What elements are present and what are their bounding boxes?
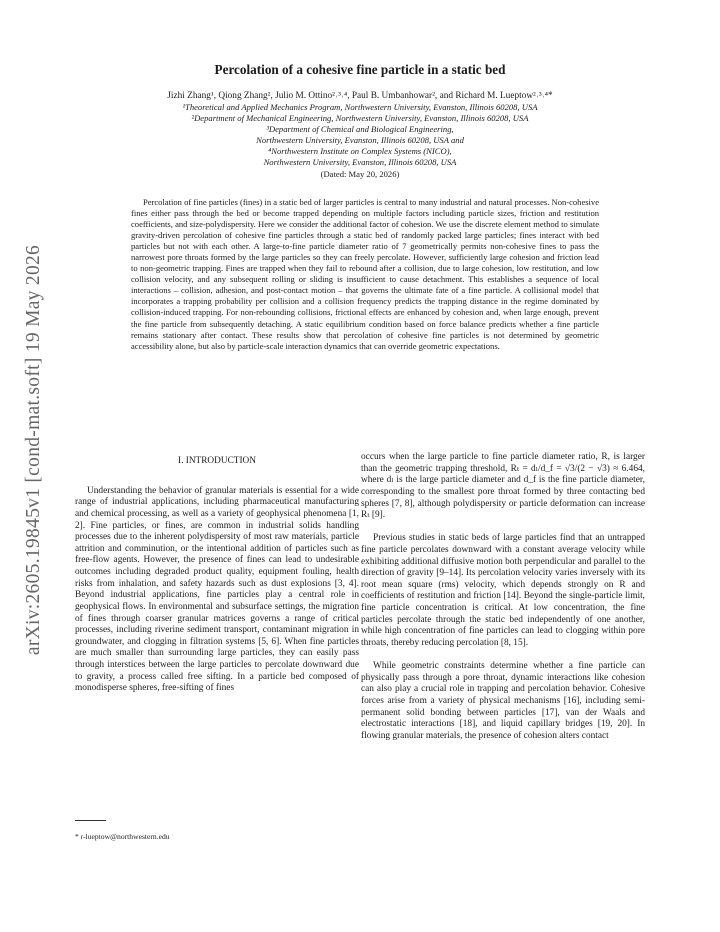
- paper-title: Percolation of a cohesive fine particle in a static bed: [214, 62, 506, 77]
- body-paragraph: Understanding the behavior of granular materials is essential for a wide range of industrial applications, including pharmaceutical manufacturing and chemical processing, as well as a variety of geophysical phenomena [1, 2]. Fine particles, or fines, are common in industrial solids handling processes due to the inherent polydispersity of most raw materials, particle attrition and comminution, or the intentional addition of particles such as free-flow agents. However, the presence of fines can lead to undesirable outcomes including degraded product quality, equipment fouling, health risks from inhalation, and safety hazards such as dust explosions [3, 4]. Beyond industrial applications, fine particles play a central role in geophysical flows. In environmental and subsurface settings, the migration of fines through coarser granular matrices governs a range of critical processes, including riverine sediment transport, contaminant migration in groundwater, and clogging in filtration systems [5, 6]. When fine particles are much smaller than surrounding large particles, they can easily pass through interstices between the large particles to percolate downward due to gravity, a process called free sifting. In a particle bed composed of monodisperse spheres, free-sifting of fines: [75, 485, 359, 694]
- arxiv-sidebar-stamp: [14, 160, 54, 740]
- affiliation-line: ²Department of Mechanical Engineering, Northwestern University, Evanston, Illinois 60208, USA: [191, 113, 529, 124]
- body-paragraph: occurs when the large particle to fine particle diameter ratio, R, is larger than the geometric trapping threshold, Rₜ = dₗ/d_f = √3/(2 − √3) ≈ 6.464, where dₗ is the large particle diameter and d_f is the fine particle diameter, corresponding to the smallest pore throat formed by three contacting bed spheres [7, 8], although polydispersity or particle deformation can increase Rₜ [9].: [361, 452, 645, 521]
- affiliation-line: Northwestern University, Evanston, Illinois 60208, USA: [263, 157, 457, 168]
- footnote-rule: [75, 820, 106, 821]
- body-paragraph: Previous studies in static beds of large particles find that an untrapped fine particle percolates downward with a constant average velocity while exhibiting additional diffusive motion both perpendicular and parallel to the direction of gravity [9–14]. Its percolation velocity varies inversely with its root mean square (rms) velocity, which depends strongly on R and coefficients of restitution and friction [14]. Beyond the single-particle limit, fine particle concentration is critical. At low concentration, the fine particles percolate through the static bed independently of one another, while high concentration of fine particles can lead to clogging within pore throats, thereby reducing percolation [8, 15].: [361, 533, 645, 648]
- affiliation-line: Northwestern University, Evanston, Illinois 60208, USA and: [256, 135, 464, 146]
- date-line: (Dated: May 20, 2026): [320, 168, 400, 179]
- body-paragraph: While geometric constraints determine whether a fine particle can physically pass through a pore throat, dynamic interactions like cohesion can also play a crucial role in trapping and percolation behavior. Cohesive forces arise from a variety of physical mechanisms [16], including semi-permanent solid bonding between particles [17], van der Waals and electrostatic interactions [18], and liquid capillary bridges [19, 20]. In flowing granular materials, the presence of cohesion alters contact: [361, 661, 645, 741]
- arxiv-identifier: arXiv:2605.19845v1 [cond-mat.soft] 19 May 2026: [23, 244, 44, 656]
- left-column: [75, 452, 359, 695]
- abstract: Percolation of fine particles (fines) in a static bed of larger particles is central to many industrial and natural processes. Non-cohesive fines either pass through the bed or become trapped depending on multiple factors including particle sizes, friction and restitution coefficients, and size-polydispersity. Here we consider the additional factor of cohesion. We use the discrete element method to simulate gravity-driven percolation of cohesive fine particles through a static bed of randomly packed large particles; fines interact with bed particles but not with each other. A large-to-fine particle diameter ratio of 7 geometrically permits non-cohesive fines to pass the narrowest pore throats formed by the large particles so they can freely percolate. However, sufficiently large cohesion and friction lead to non-geometric trapping. Fines are trapped when they fail to rebound after a collision, due to large cohesion, low restitution, and low collision velocity, and any subsequent rolling or sliding is insufficient to cause detachment. This establishes a sequence of local interactions – collision, adhesion, and post-contact motion – that governs the ultimate fate of a fine particle. A collisional model that incorporates a trapping probability per collision and a collision frequency predicts the trapping distance in the regime dominated by collision-induced trapping. For non-rebounding collisions, frictional effects are enhanced by cohesion and, when large enough, prevent the fine particle from subsequently detaching. A static equilibrium condition based on force balance predicts whether a fine particle remains stationary after contact. These results show that percolation of cohesive fine particles is not determined by geometric accessibility alone, but also by particle-scale interaction dynamics that can override geometric expectations.: [131, 197, 599, 351]
- section-heading: I. INTRODUCTION: [178, 456, 256, 466]
- author-list: Jizhi Zhang¹, Qiong Zhang², Julio M. Ottino²˒³˒⁴, Paul B. Umbanhowar², and Richard M. Lueptow²˒³˒⁴*: [167, 91, 553, 101]
- affiliations: [0, 102, 720, 180]
- affiliation-line: ¹Theoretical and Applied Mechanics Program, Northwestern University, Evanston, Illinois 60208, USA: [182, 102, 538, 112]
- footnote-email: * r-lueptow@northwestern.edu: [75, 832, 170, 841]
- right-column: [361, 452, 645, 743]
- affiliation-line: ³Department of Chemical and Biological Engineering,: [266, 124, 454, 135]
- affiliation-line: ⁴Northwestern Institute on Complex Systems (NICO),: [268, 146, 452, 157]
